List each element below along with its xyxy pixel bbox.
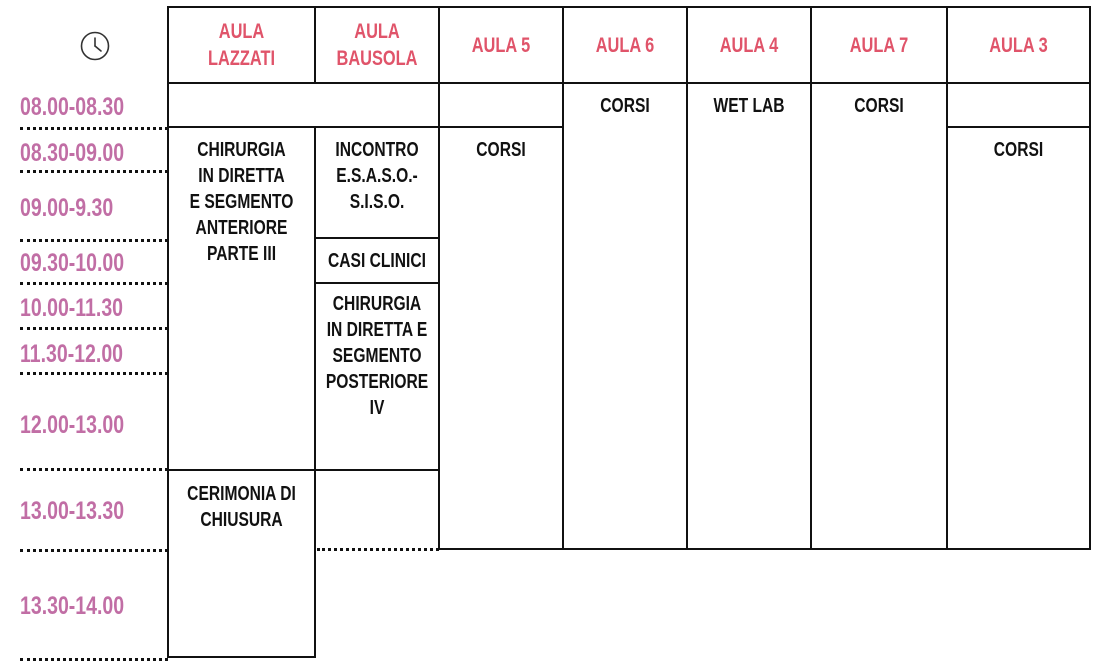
- grid-line: [167, 6, 1091, 8]
- time-slot: 12.00-13.00: [20, 411, 125, 439]
- time-slot: 09.30-10.00: [20, 249, 125, 277]
- header-aula-4: AULA 4: [719, 33, 779, 57]
- time-slot: 13.00-13.30: [20, 497, 125, 525]
- grid-line: [167, 82, 1091, 84]
- header-aula-lazzati: AULA LAZZATI: [207, 20, 276, 70]
- grid-line: [562, 6, 564, 550]
- time-separator: [20, 282, 168, 285]
- event-lazzati-cerimonia: CERIMONIA DI CHIUSURA: [187, 483, 296, 531]
- time-separator: [20, 327, 168, 330]
- header-aula-7: AULA 7: [849, 33, 909, 57]
- time-slot: 13.30-14.00: [20, 592, 125, 620]
- event-aula5-corsi: CORSI: [476, 139, 526, 161]
- grid-line: [314, 6, 316, 84]
- grid-line: [946, 6, 948, 550]
- grid-line: [686, 6, 688, 550]
- grid-line: [810, 6, 812, 550]
- time-separator: [20, 239, 168, 242]
- grid-line: [438, 6, 440, 550]
- grid-line: [1089, 6, 1091, 550]
- grid-line: [947, 126, 1091, 128]
- grid-line: [314, 126, 316, 658]
- event-bausola-incontro: INCONTRO E.S.A.S.O.- S.I.S.O.: [335, 139, 419, 213]
- time-separator: [20, 468, 168, 471]
- bausola-end-separator: [317, 548, 439, 551]
- grid-line: [167, 469, 439, 471]
- grid-line: [167, 6, 169, 658]
- event-aula3-corsi: CORSI: [993, 139, 1044, 161]
- header-aula-6: AULA 6: [595, 33, 655, 57]
- event-aula4-wet-lab: WET LAB: [713, 95, 785, 117]
- time-slot: 11.30-12.00: [20, 340, 124, 368]
- time-separator: [20, 658, 168, 661]
- time-slot: 10.00-11.30: [20, 294, 124, 322]
- header-aula-3: AULA 3: [989, 33, 1048, 57]
- header-aula-bausola: AULA BAUSOLA: [336, 20, 418, 70]
- time-slot: 09.00-9.30: [20, 194, 114, 222]
- event-bausola-chirurgia-posteriore: CHIRURGIA IN DIRETTA E SEGMENTO POSTERIORE IV: [325, 293, 429, 419]
- time-separator: [20, 170, 168, 173]
- time-separator: [20, 549, 168, 552]
- event-lazzati-chirurgia-anteriore: CHIRURGIA IN DIRETTA E SEGMENTO ANTERIORE PARTE III: [189, 139, 294, 265]
- event-bausola-casi-clinici: CASI CLINICI: [328, 250, 426, 272]
- time-separator: [20, 127, 168, 130]
- grid-line: [439, 548, 1091, 550]
- grid-line: [167, 126, 564, 128]
- grid-line: [315, 282, 439, 284]
- time-slot: 08.30-09.00: [20, 139, 125, 167]
- header-aula-5: AULA 5: [471, 33, 531, 57]
- grid-line: [167, 656, 316, 658]
- time-slot: 08.00-08.30: [20, 93, 125, 121]
- event-aula7-corsi: CORSI: [854, 95, 904, 117]
- clock-icon: [79, 30, 111, 62]
- grid-line: [315, 237, 439, 239]
- time-separator: [20, 372, 168, 375]
- event-aula6-corsi: CORSI: [600, 95, 650, 117]
